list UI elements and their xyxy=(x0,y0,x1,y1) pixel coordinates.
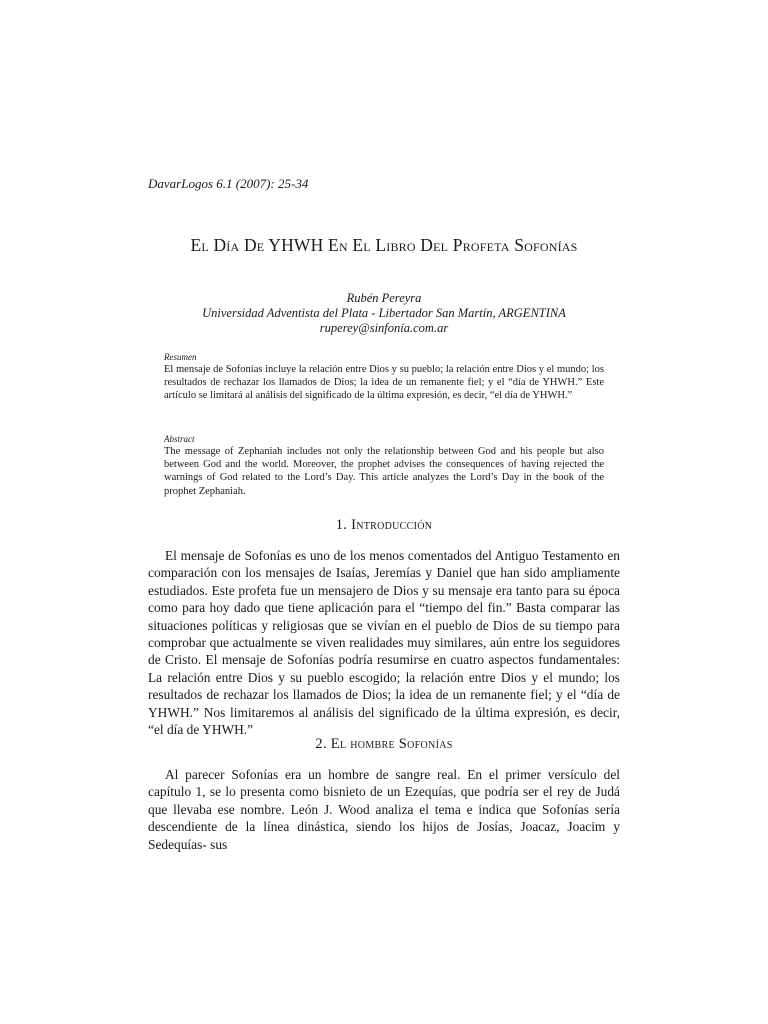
resumen-text: El mensaje de Sofonías incluye la relación entre Dios y su pueblo; la relación entre Dios y el mundo; los resultados de rechazar los llamados de Dios; la idea de un remanente fiel; y el “día de YHWH.” Este artículo se limitará al análisis del significado de la última expresión, es decir, “el día de YHWH.” xyxy=(164,364,604,402)
resumen-label: Resumen xyxy=(164,352,197,362)
introduccion-paragraph: El mensaje de Sofonías es uno de los menos comentados del Antiguo Testamento en comparación con los mensajes de Isaías, Jeremías y Daniel que han sido ampliamente estudiados. Este profeta fue un mensajero de Dios y su mensaje era tanto para su época como para hoy dado que tiene aplicación para el “tiempo del fin.” Basta comparar las situaciones políticas y religiosas que se vivían en el pueblo de Dios de su tiempo para comprobar que actualmente se viven realidades muy similares, aún entre los seguidores de Cristo. El mensaje de Sofonías podría resumirse en cuatro aspectos fundamentales: La relación entre Dios y su pueblo escogido; la relación entre Dios y el mundo; los resultados de rechazar los llamados de Dios; la idea de un remanente fiel; y el “día de YHWH.” Nos limitaremos al análisis del significado de la última expresión, es decir, “el día de YHWH.” xyxy=(148,548,620,738)
author-affiliation: Universidad Adventista del Plata - Libertador San Martín, ARGENTINA xyxy=(202,306,566,320)
abstract-text: The message of Zephaniah includes not only the relationship between God and his people but also between God and the world. Moreover, the prophet advises the consequences of having rejected the warnings of God related to the Lord’s Day. This article analyzes the Lord’s Day in the book of the prophet Zephaniah. xyxy=(164,446,604,497)
section-heading-hombre-sofonias: 2. El hombre Sofonías xyxy=(315,736,453,752)
author-email: ruperey@sinfonía.com.ar xyxy=(319,321,449,335)
resumen-block xyxy=(164,352,604,403)
author-block xyxy=(148,291,620,336)
abstract-block xyxy=(164,434,604,498)
journal-citation: DavarLogos 6.1 (2007): 25-34 xyxy=(148,176,309,191)
section-heading-introduccion: 1. Introducción xyxy=(335,517,433,533)
article-title: El Día De YHWH En El Libro Del Profeta Sofonías xyxy=(190,235,578,255)
hombre-sofonias-paragraph: Al parecer Sofonías era un hombre de sangre real. En el primer versículo del capítulo 1, se lo presenta como bisnieto de un Ezequías, que podría ser el rey de Judá que llevaba ese nombre. León J. Wood analiza el tema e indica que Sofonías sería descendiente de la línea dinástica, siendo los hijos de Josías, Joacaz, Joacim y Sedequías- sus xyxy=(148,767,620,852)
abstract-label: Abstract xyxy=(164,434,195,444)
author-name: Rubén Pereyra xyxy=(346,291,422,305)
